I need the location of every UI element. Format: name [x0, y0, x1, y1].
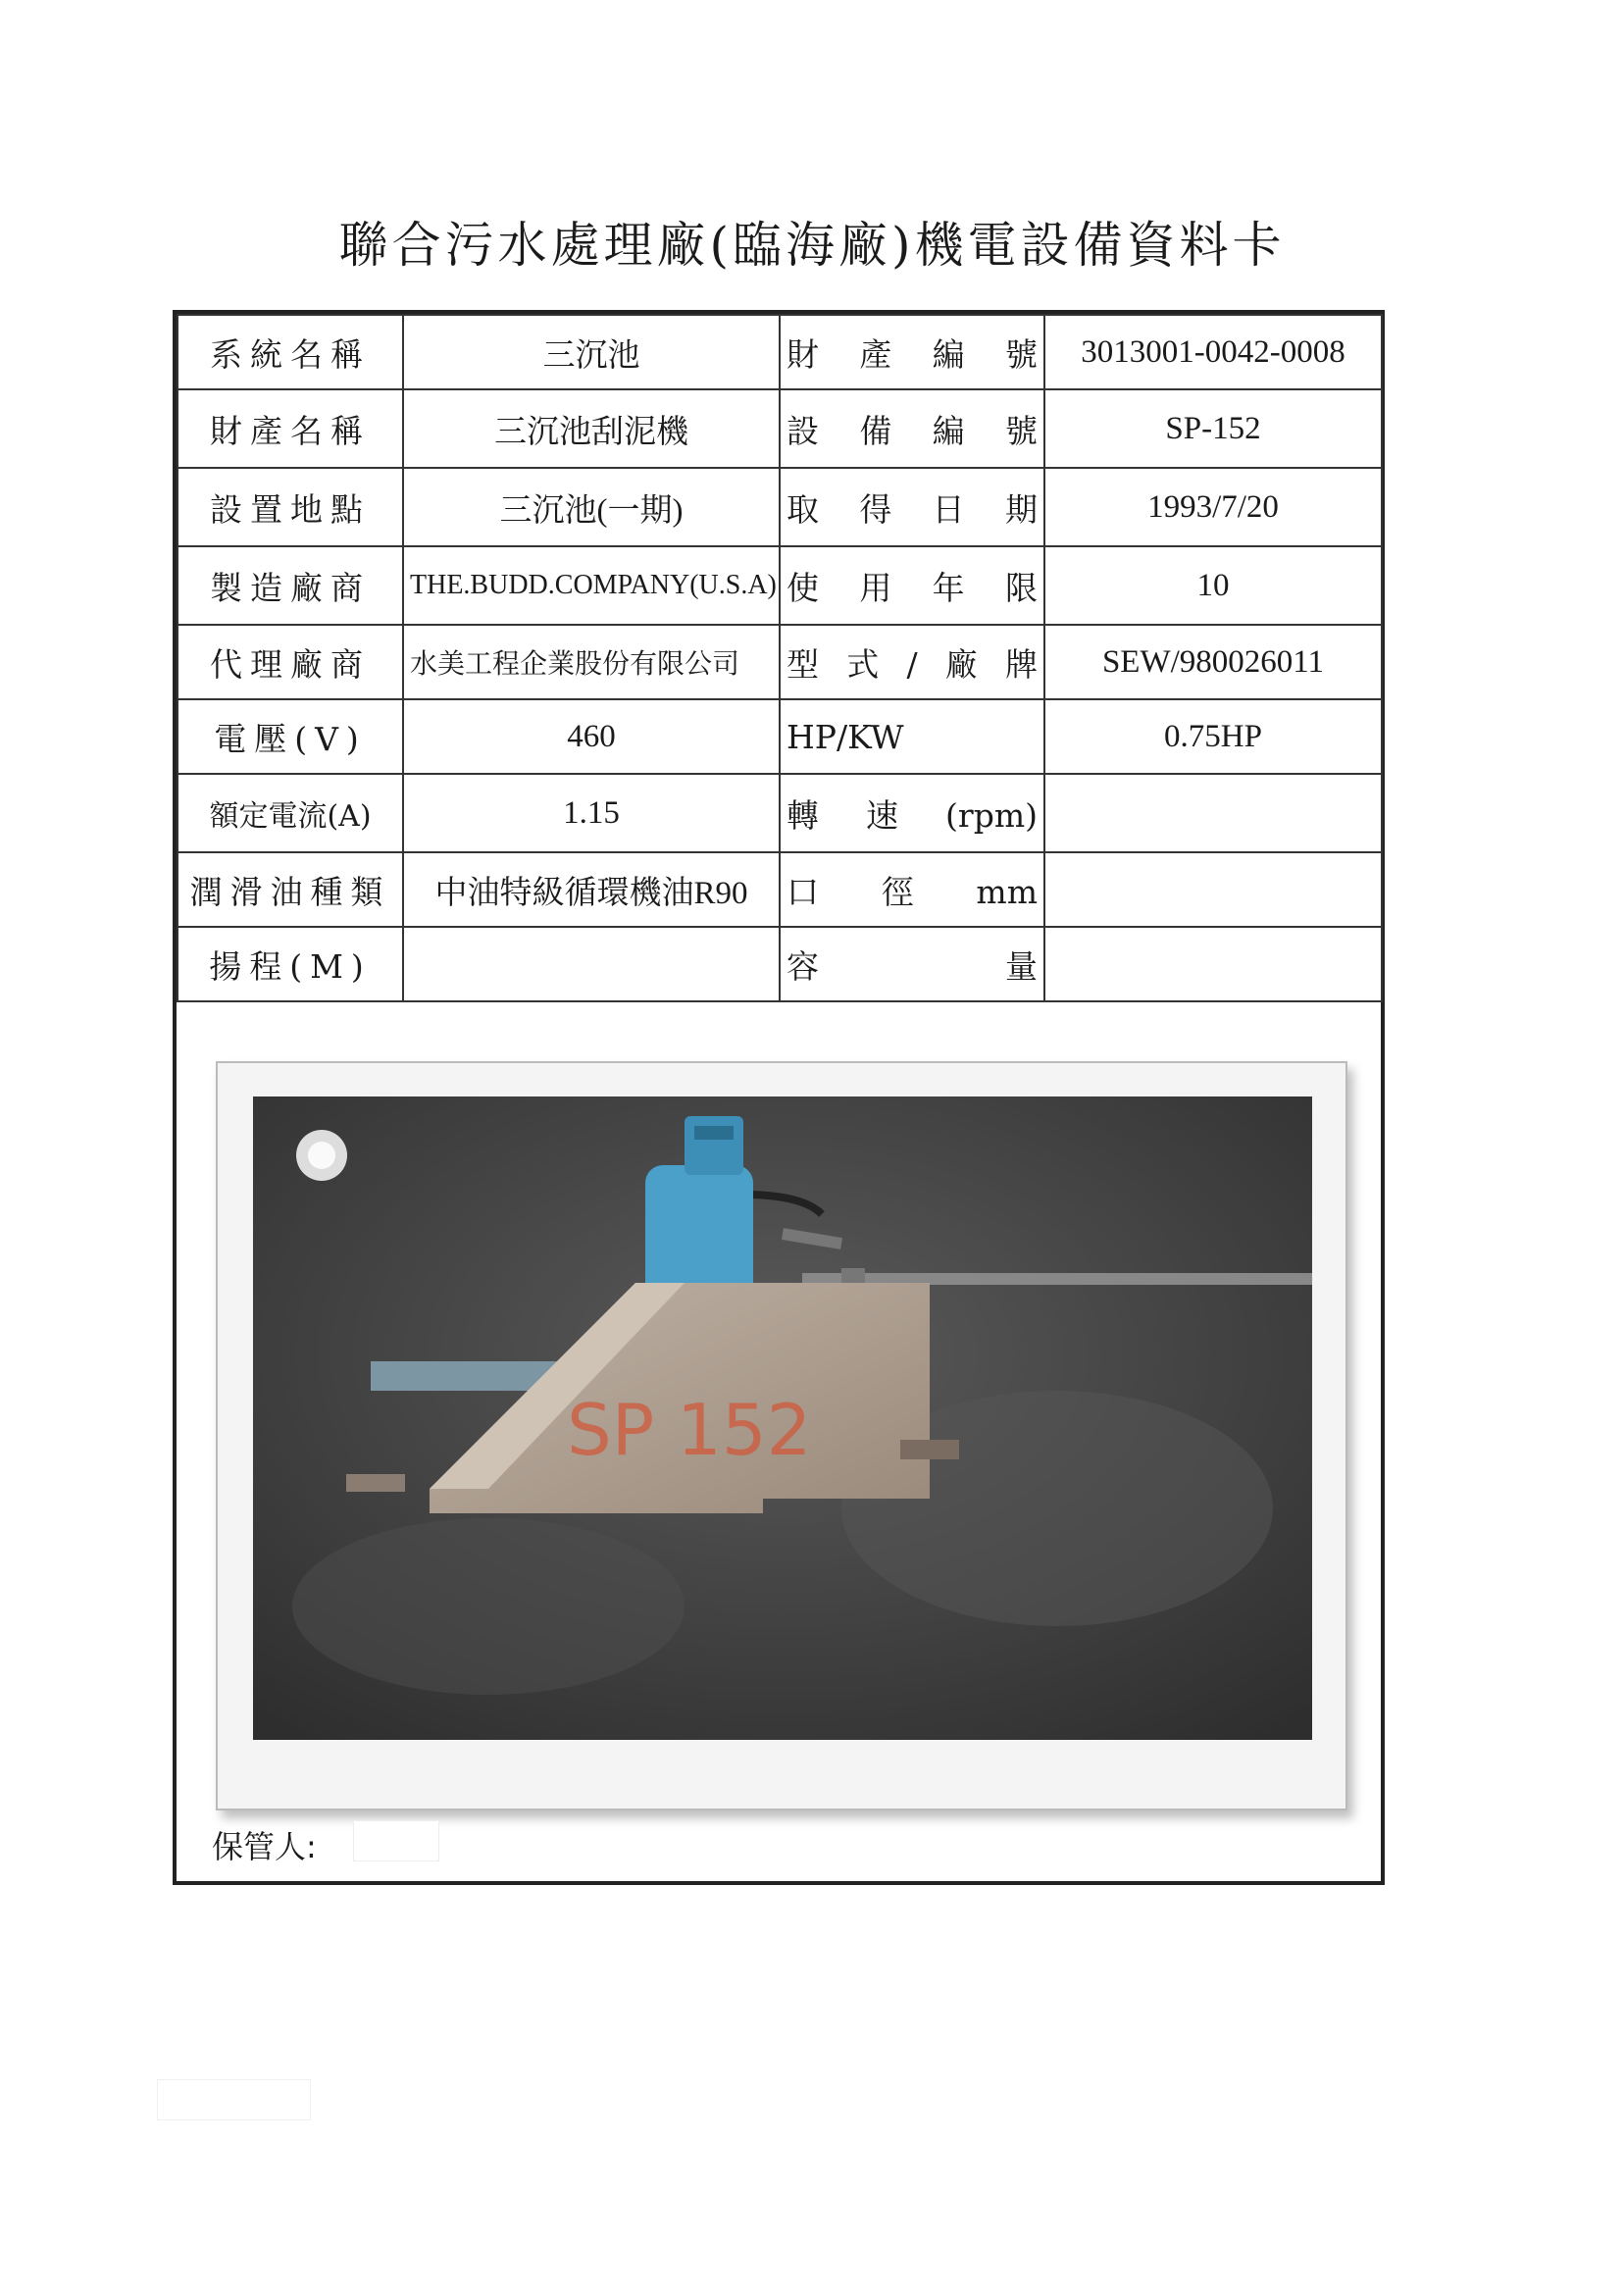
- field-value: 中油特級循環機油R90: [403, 852, 780, 927]
- field-value: SP-152: [1044, 389, 1382, 468]
- field-value: 1.15: [403, 774, 780, 852]
- field-value: [1044, 927, 1382, 1001]
- specs-table: [177, 314, 1383, 1002]
- equipment-card: [173, 310, 1385, 1885]
- spec-row: [178, 927, 1382, 1001]
- field-value: 三沉池: [403, 315, 780, 389]
- spec-row: [178, 315, 1382, 389]
- field-label: 型式/廠牌: [780, 625, 1044, 699]
- field-label: 取得日期: [780, 468, 1044, 546]
- field-label: 容量: [780, 927, 1044, 1001]
- equipment-photo: [216, 1061, 1347, 1810]
- document-title: 聯合污水處理廠(臨海廠)機電設備資料卡: [338, 217, 1286, 274]
- field-value: [403, 927, 780, 1001]
- spec-row: [178, 774, 1382, 852]
- field-value: SEW/980026011: [1044, 625, 1382, 699]
- field-label: 設備編號: [780, 389, 1044, 468]
- field-value: 三沉池刮泥機: [403, 389, 780, 468]
- field-label: 轉速(rpm): [780, 774, 1044, 852]
- keeper-label: 保管人:: [212, 1828, 317, 1865]
- field-value: 水美工程企業股份有限公司: [403, 625, 780, 699]
- field-value: 1993/7/20: [1044, 468, 1382, 546]
- spec-row: [178, 546, 1382, 625]
- field-label: 代理廠商: [178, 625, 403, 699]
- spec-row: [178, 852, 1382, 927]
- field-label: 製造廠商: [178, 546, 403, 625]
- field-label: HP/KW: [780, 699, 1044, 774]
- field-label: 系統名稱: [178, 315, 403, 389]
- field-value: 0.75HP: [1044, 699, 1382, 774]
- field-value: 3013001-0042-0008: [1044, 315, 1382, 389]
- field-label: 使用年限: [780, 546, 1044, 625]
- field-label: 揚程(M): [178, 927, 403, 1001]
- field-value: 10: [1044, 546, 1382, 625]
- blue-motor: [645, 1165, 753, 1302]
- blank-box: [157, 2079, 311, 2120]
- field-value: 460: [403, 699, 780, 774]
- field-value: [1044, 852, 1382, 927]
- spec-row: [178, 389, 1382, 468]
- field-value: THE.BUDD.COMPANY(U.S.A): [403, 546, 780, 625]
- field-label: 設置地點: [178, 468, 403, 546]
- field-label: 財產名稱: [178, 389, 403, 468]
- field-label: 電壓(V): [178, 699, 403, 774]
- spec-row: [178, 625, 1382, 699]
- stencil-label: SP 152: [567, 1389, 812, 1471]
- field-value: [1044, 774, 1382, 852]
- spec-row: [178, 699, 1382, 774]
- spec-row: [178, 468, 1382, 546]
- field-label: 財產編號: [780, 315, 1044, 389]
- field-value: 三沉池(一期): [403, 468, 780, 546]
- field-label: 口徑mm: [780, 852, 1044, 927]
- keeper-signature-box: [353, 1820, 439, 1861]
- field-label: 潤滑油種類: [178, 852, 403, 927]
- scraper-drive-photo: [253, 1096, 1312, 1740]
- field-label: 額定電流(A): [178, 774, 403, 852]
